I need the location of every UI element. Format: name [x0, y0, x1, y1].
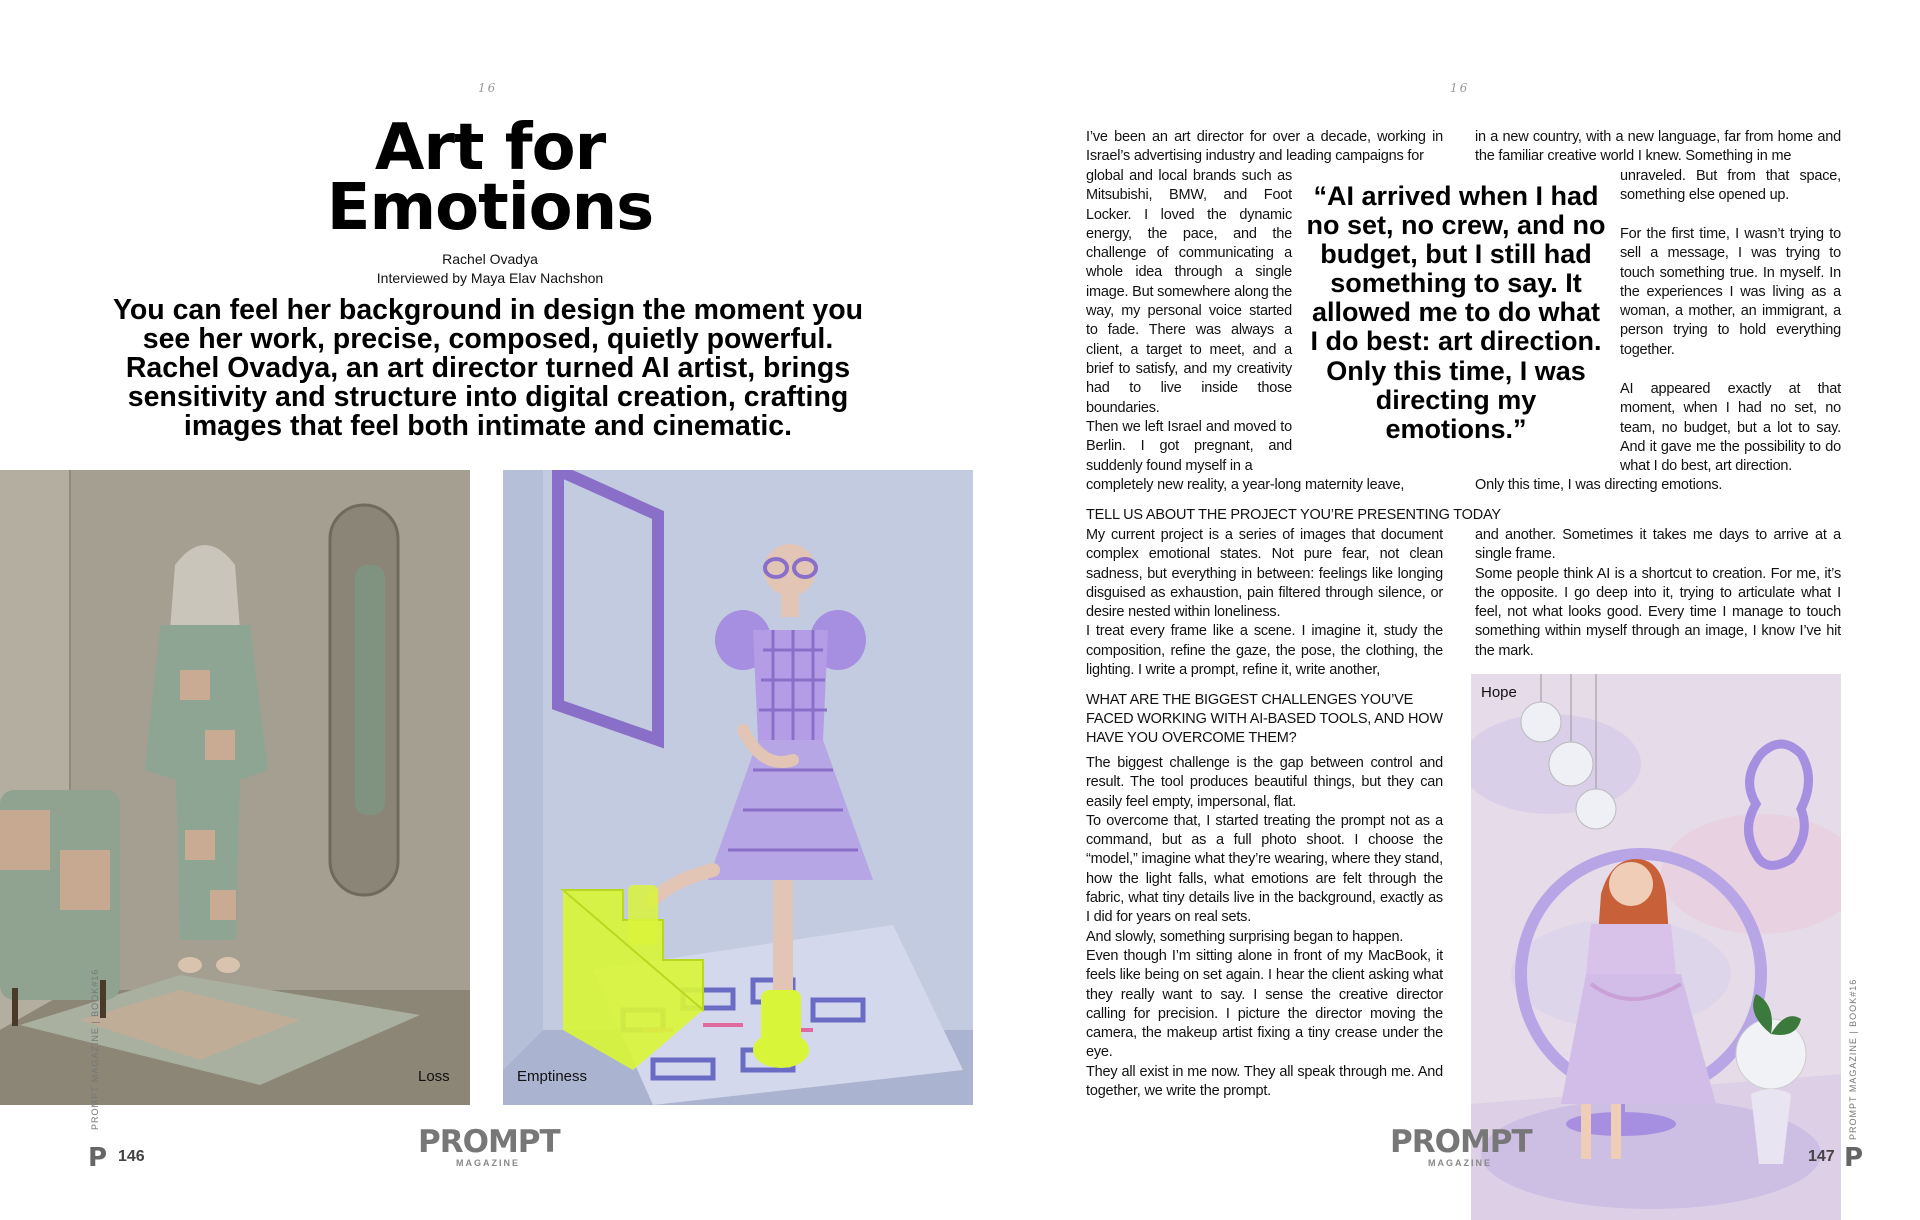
image-caption: Loss — [418, 1068, 450, 1085]
intro-col1-narrow2: Then we left Israel and moved to Berlin. I got pregnant, and suddenly found myself in a — [1086, 419, 1292, 474]
title-line: Art for — [374, 111, 606, 185]
title-line: Emotions — [326, 171, 654, 245]
intro-col2-top: in a new country, with a new language, far from home and the familiar creative world I knew. Something in me — [1475, 129, 1841, 165]
paragraph: The biggest challenge is the gap between control and result. The tool produces beautiful things, but they can easily feel empty, impersonal, flat. — [1086, 755, 1443, 810]
vertical-issue-label: PROMPT MAGAZINE | BOOK#16 — [1848, 978, 1858, 1140]
byline — [290, 250, 690, 288]
paragraph: They all exist in me now. They all speak through me. And together, we write the prompt. — [1086, 1063, 1443, 1100]
brand-logo — [418, 1126, 558, 1168]
image-loss-illustration — [0, 470, 470, 1105]
author-name: Rachel Ovadya — [442, 251, 538, 267]
q1-col1 — [1086, 526, 1443, 680]
p-logo-icon: P — [1844, 1143, 1864, 1173]
page-number: 146 — [118, 1148, 145, 1165]
paragraph: My current project is a series of images that document complex emotional states. Not pure fear, not clean sadness, but everything in between: feelings like longing disguised as exhaustion, pain filtered through silence, or desire nested within loneliness. — [1086, 527, 1443, 621]
paragraph: Even though I’m sitting alone in front of my MacBook, it feels like being on set again. I hear the client asking what they really want to say. I sense the creative director calling for precision. I picture the director moving the camera, the makeup artist fixing a tiny crease under the eye. — [1086, 947, 1443, 1061]
q2-body — [1086, 754, 1443, 1101]
image-loss — [0, 470, 470, 1105]
intro-col1-narrow: global and local brands such as Mitsubishi, BMW, and Foot Locker. I loved the dynamic energy, the pace, and the challenge of communicating a whole idea through a single image. But somewhere along the way, my personal voice started to fade. There was always a client, a target to meet, and a brief to satisfy, and my creativity had to live inside those boundaries. — [1086, 168, 1292, 416]
brand-subname: MAGAZINE — [456, 1158, 520, 1168]
standfirst: You can feel her background in design the moment you see her work, precise, composed, quietly powerful. Rachel Ovadya, an art director turned AI artist, brings sensitivity and structure into digital creation, crafting images that feel both intimate and cinematic. — [112, 294, 864, 442]
page-number: 147 — [1808, 1148, 1835, 1165]
p-logo-icon: P — [88, 1143, 108, 1173]
image-caption: Emptiness — [517, 1068, 588, 1085]
issue-mark: 16 — [1450, 81, 1470, 95]
image-emptiness — [503, 470, 973, 1105]
paragraph: I treat every frame like a scene. I imagine it, study the composition, refine the gaze, the pose, the clothing, the lighting. I write a prompt, refine it, write another, — [1086, 623, 1443, 679]
paragraph: To overcome that, I started treating the prompt not as a command, but as a full photo shoot. I choose the “model,” imagine what they’re wearing, where they stand, how the light falls, what emotions are felt through the fabric, what tiny details live in the background, exactly as I did for years on real sets. — [1086, 812, 1443, 926]
paragraph: and another. Sometimes it takes me days to arrive at a single frame. — [1475, 527, 1841, 563]
brand-name: PROMPT — [1390, 1124, 1532, 1160]
image-emptiness-illustration — [503, 470, 973, 1105]
intro-col1-bottom: completely new reality, a year-long maternity leave, — [1086, 477, 1405, 493]
image-caption: Hope — [1481, 684, 1517, 701]
pull-quote: “AI arrived when I had no set, no crew, and no budget, but I still had something to say. It allowed me to do what I do best: art direction. Only this time, I was directing my emotions.” — [1306, 181, 1606, 444]
intro-col2-bottom: Only this time, I was directing emotions. — [1475, 477, 1723, 493]
interviewer-name: Interviewed by Maya Elav Nachshon — [376, 270, 604, 286]
intro-col2-narrow: unraveled. But from that space, something else opened up. — [1620, 168, 1841, 204]
vertical-issue-label: PROMPT MAGAZINE | BOOK#16 — [90, 968, 100, 1130]
question-heading: WHAT ARE THE BIGGEST CHALLENGES YOU’VE FACED WORKING WITH AI-BASED TOOLS, AND HOW HAVE YOU OVERCOME THEM? — [1086, 692, 1443, 746]
intro-col2-p3: AI appeared exactly at that moment, when I had no set, no team, no budget, but a lot to say. And it gave me the possibility to do what I do best, art direction. — [1620, 381, 1841, 475]
intro-col1-top: I’ve been an art director for over a decade, working in Israel’s advertising industry and leading campaigns for — [1086, 129, 1443, 165]
issue-mark: 16 — [478, 81, 498, 95]
paragraph: And slowly, something surprising began to happen. — [1086, 928, 1404, 945]
q1-col2 — [1475, 526, 1841, 661]
question-heading: TELL US ABOUT THE PROJECT YOU’RE PRESENTING TODAY — [1086, 507, 1501, 523]
article-title — [290, 111, 690, 245]
intro-col2-p2: For the first time, I wasn’t trying to sell a message, I was trying to touch something true. In myself. In the experiences I was living as a woman, a mother, an immigrant, a person trying to hold everything together. — [1620, 226, 1841, 358]
brand-logo — [1390, 1126, 1530, 1168]
brand-subname: MAGAZINE — [1428, 1158, 1492, 1168]
paragraph: Some people think AI is a shortcut to creation. For me, it’s the opposite. I go deep into it, trying to articulate what I feel, not what looks good. Every time I manage to touch something within myself through an image, I know I’ve hit the mark. — [1475, 565, 1841, 659]
brand-name: PROMPT — [418, 1124, 560, 1160]
